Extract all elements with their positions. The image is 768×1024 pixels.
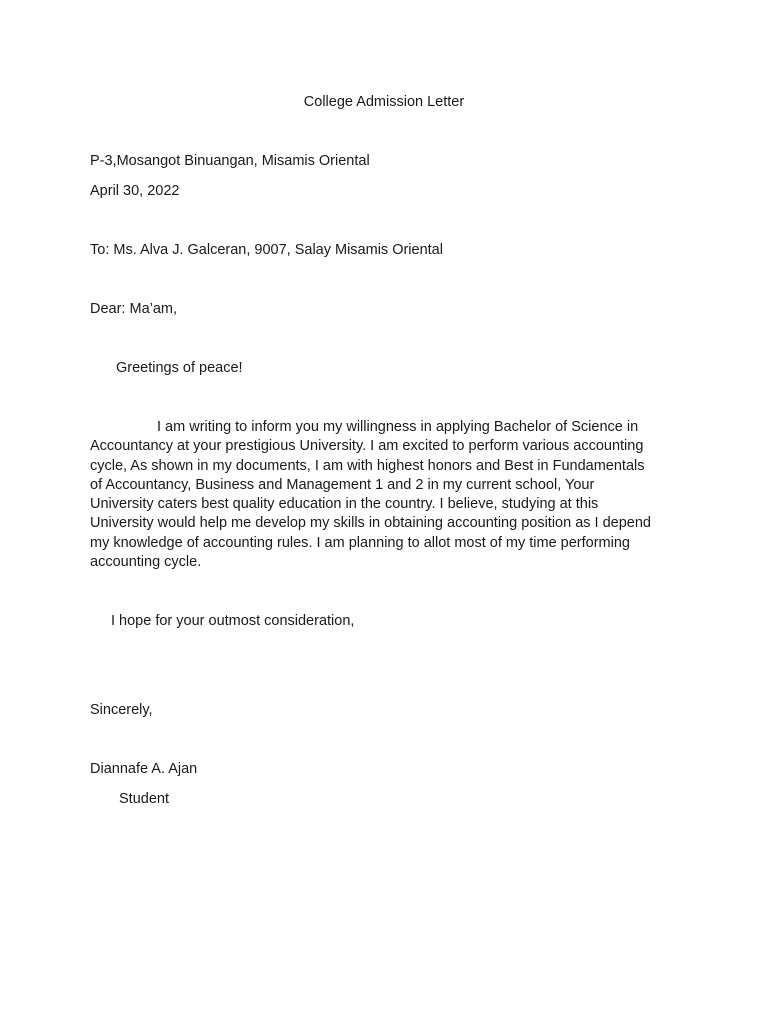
- recipient-line: To: Ms. Alva J. Galceran, 9007, Salay Misamis Oriental: [90, 242, 443, 258]
- closing-line: I hope for your outmost consideration,: [111, 613, 355, 629]
- body-line: my knowledge of accounting rules. I am planning to allot most of my time performing: [90, 534, 630, 551]
- body-line: University caters best quality education in the country. I believe, studying at this: [90, 496, 599, 513]
- letter-date: April 30, 2022: [90, 183, 180, 199]
- sender-address: P-3,Mosangot Binuangan, Misamis Oriental: [90, 153, 370, 169]
- body-paragraph: [90, 418, 680, 572]
- body-line: University would help me develop my skills in obtaining accounting position as I depend: [90, 515, 651, 532]
- letter-title: College Admission Letter: [303, 94, 465, 110]
- greeting: Greetings of peace!: [116, 360, 243, 376]
- salutation: Dear: Ma’am,: [90, 301, 178, 317]
- signer-name: Diannafe A. Ajan: [90, 761, 198, 777]
- body-line: cycle, As shown in my documents, I am with highest honors and Best in Fundamentals: [90, 457, 645, 474]
- body-line: Accountancy at your prestigious University. I am excited to perform various accounting: [90, 438, 644, 455]
- body-line: of Accountancy, Business and Management 1 and 2 in my current school, Your: [90, 476, 595, 493]
- body-line: accounting cycle.: [90, 554, 202, 571]
- sign-off: Sincerely,: [90, 702, 153, 718]
- body-line: I am writing to inform you my willingness in applying Bachelor of Science in: [157, 419, 639, 435]
- signer-title: Student: [119, 791, 169, 807]
